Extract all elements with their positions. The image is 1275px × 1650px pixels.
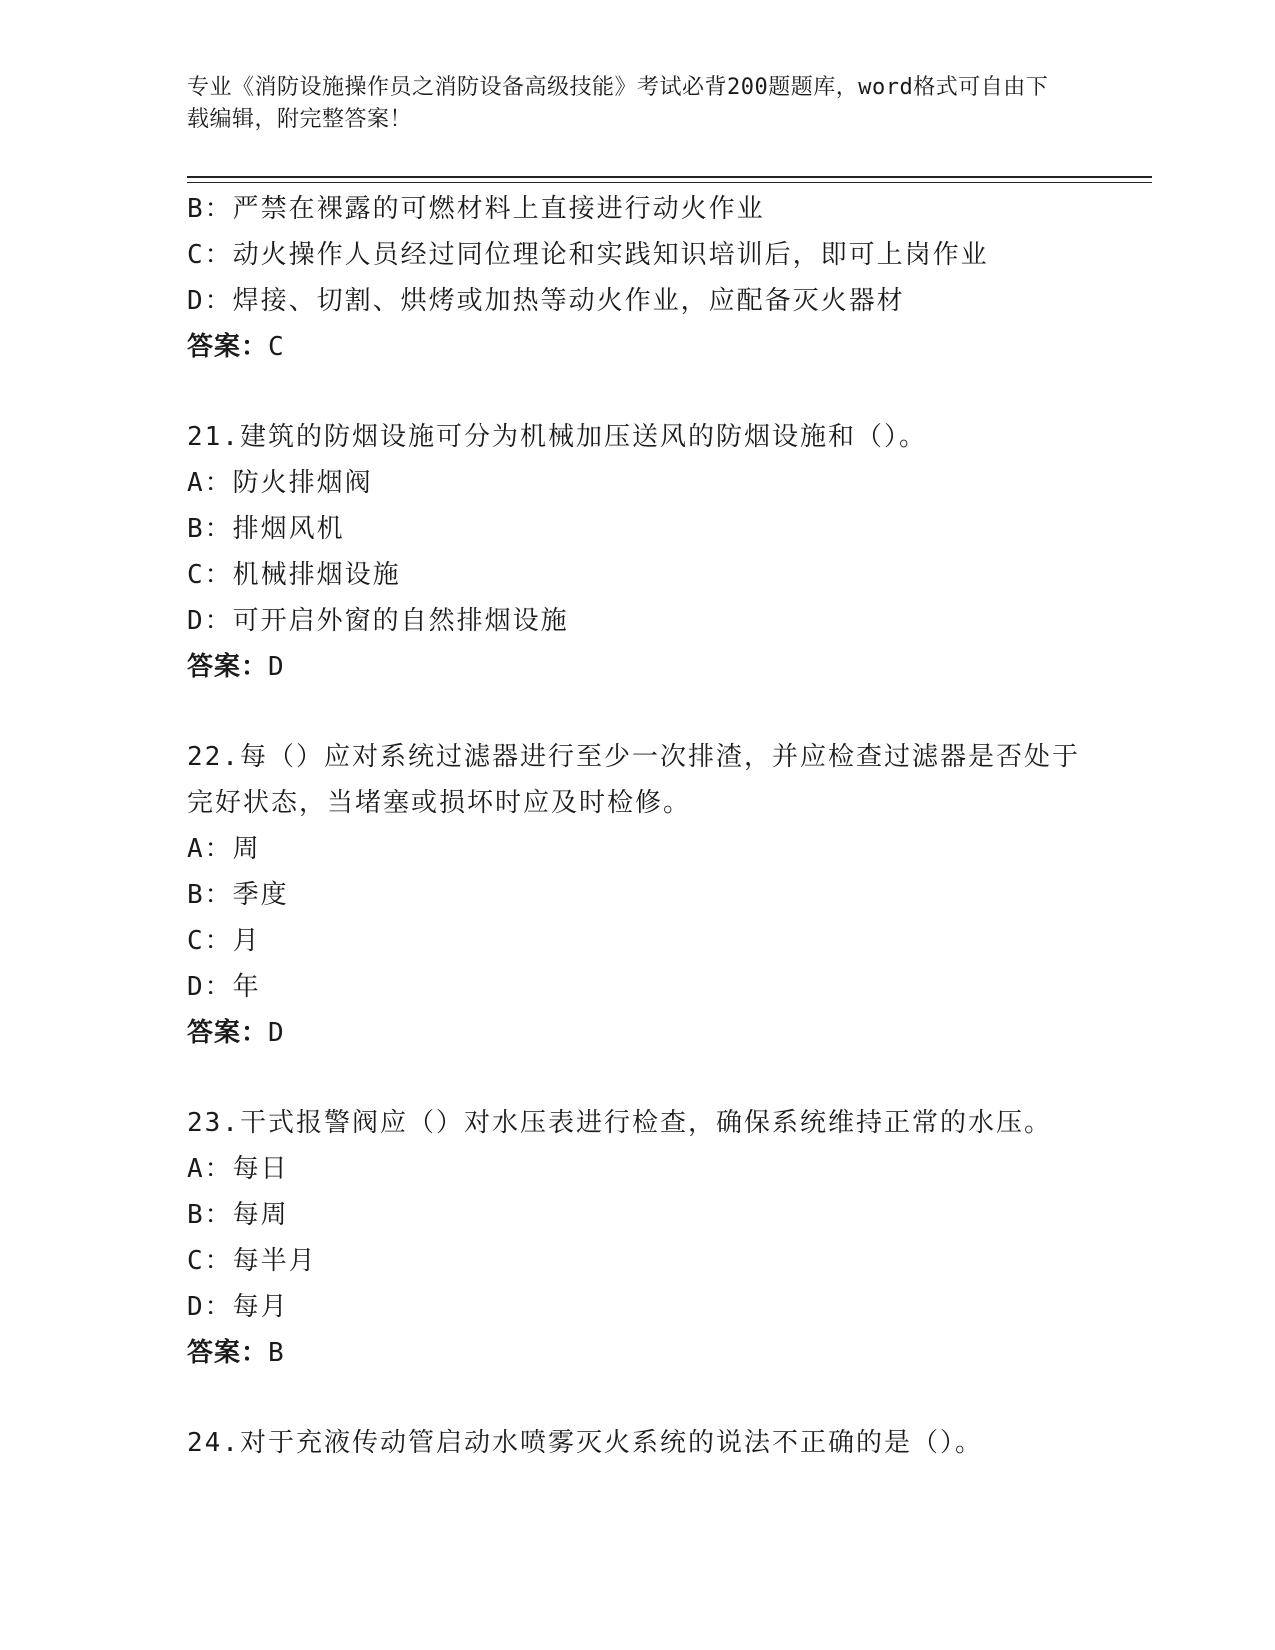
question-block-22: [187, 734, 1087, 1056]
question-block-carryover: [187, 186, 1087, 370]
answer-line: [187, 1330, 1087, 1376]
question-stem: 22.每（）应对系统过滤器进行至少一次排渣，并应检查过滤器是否处于完好状态，当堵塞或损坏时应及时检修。: [187, 742, 1080, 818]
answer-line: [187, 324, 1087, 370]
question-stem: 23.干式报警阀应（）对水压表进行检查，确保系统维持正常的水压。: [187, 1108, 1052, 1138]
option-d: D：年: [187, 972, 261, 1002]
answer-value: B: [268, 1338, 286, 1368]
option-b: B：排烟风机: [187, 514, 345, 544]
question-stem: 24.对于充液传动管启动水喷雾灭火系统的说法不正确的是（）。: [187, 1428, 983, 1458]
option-d: D：每月: [187, 1292, 289, 1322]
option-c: C：机械排烟设施: [187, 560, 401, 590]
answer-line: [187, 1010, 1087, 1056]
option-c: C：月: [187, 926, 261, 956]
answer-label: 答案：: [187, 652, 269, 682]
question-block-24: [187, 1420, 1087, 1466]
question-stem: 21.建筑的防烟设施可分为机械加压送风的防烟设施和（）。: [187, 422, 927, 452]
question-block-23: [187, 1100, 1087, 1376]
option-b: B：严禁在裸露的可燃材料上直接进行动火作业: [187, 194, 765, 224]
answer-label: 答案：: [187, 1018, 269, 1048]
answer-value: D: [268, 652, 286, 682]
option-c: C：动火操作人员经过同位理论和实践知识培训后，即可上岗作业: [187, 240, 989, 270]
question-block-21: [187, 414, 1087, 690]
answer-line: [187, 644, 1087, 690]
document-header: [187, 72, 1067, 136]
option-a: A：每日: [187, 1154, 289, 1184]
option-d: D：焊接、切割、烘烤或加热等动火作业，应配备灭火器材: [187, 286, 905, 316]
option-a: A：防火排烟阀: [187, 468, 373, 498]
option-d: D：可开启外窗的自然排烟设施: [187, 606, 569, 636]
answer-value: C: [268, 332, 286, 362]
header-divider: [187, 176, 1152, 183]
option-b: B：每周: [187, 1200, 289, 1230]
option-b: B：季度: [187, 880, 289, 910]
document-body: [187, 186, 1087, 1466]
option-c: C：每半月: [187, 1246, 317, 1276]
answer-value: D: [268, 1018, 286, 1048]
header-text: 专业《消防设施操作员之消防设备高级技能》考试必背200题题库，word格式可自由下载编辑，附完整答案！: [187, 75, 1049, 132]
answer-label: 答案：: [187, 1338, 269, 1368]
answer-label: 答案：: [187, 332, 269, 362]
option-a: A：周: [187, 834, 261, 864]
